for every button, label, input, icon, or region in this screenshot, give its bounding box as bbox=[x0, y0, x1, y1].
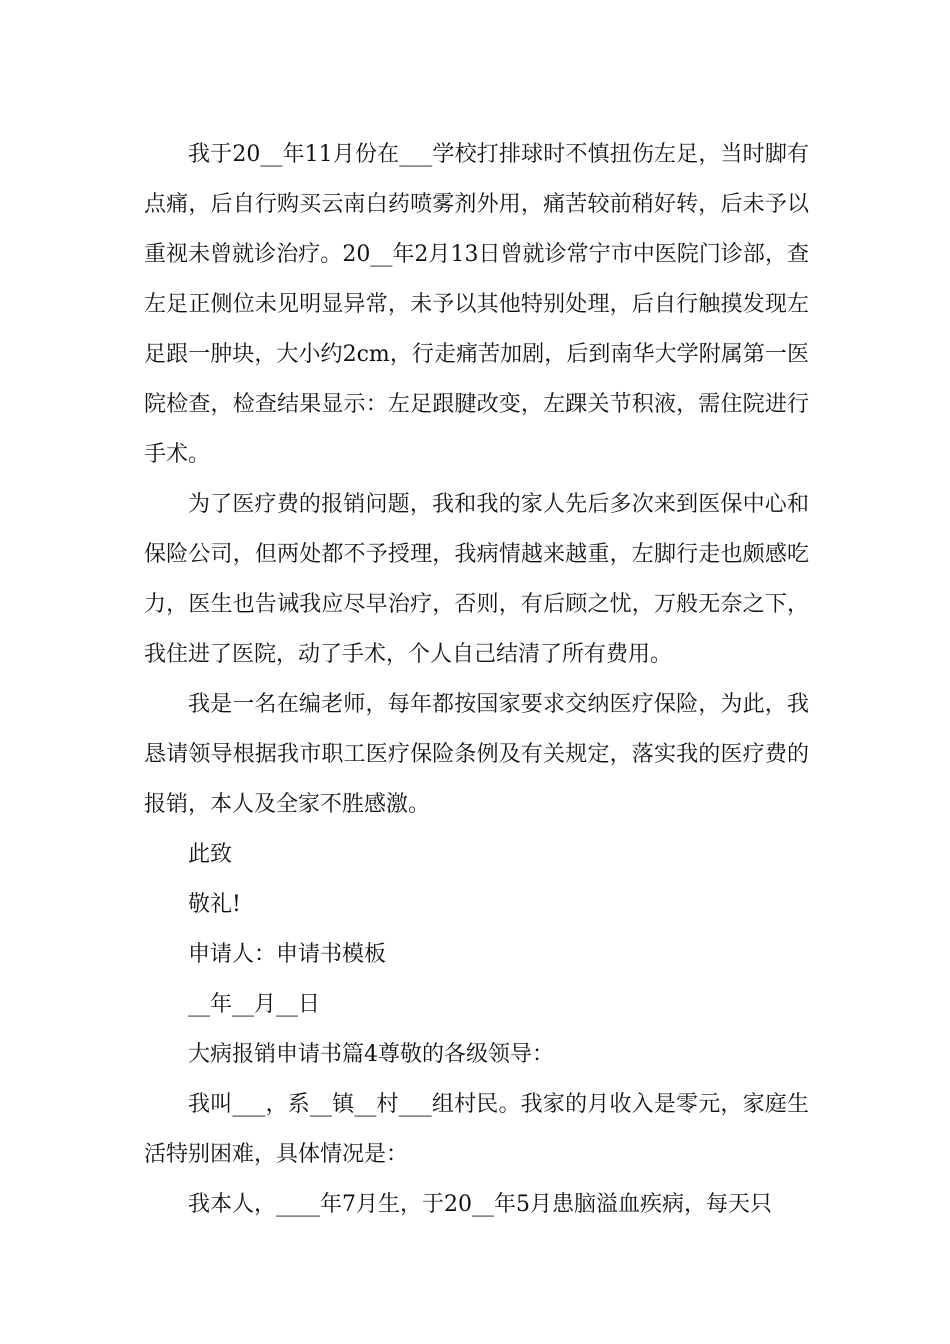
document-body bbox=[144, 130, 809, 1230]
closing-line: 此致 bbox=[188, 842, 233, 867]
paragraph-introduction: 我叫___，系__镇__村___组村民。我家的月收入是零元，家庭生活特别困难，具体情况是： bbox=[144, 1092, 809, 1167]
paragraph-illness: 我本人，____年7月生，于20__年5月患脑溢血疾病，每天只 bbox=[188, 1192, 772, 1217]
salute-line: 敬礼! bbox=[188, 892, 241, 917]
paragraph-injury: 我于20__年11月份在___学校打排球时不慎扭伤左足，当时脚有点痛，后自行购买云南白药喷雾剂外用，痛苦较前稍好转，后未予以重视未曾就诊治疗。20__年2月13日曾就诊常宁市中医院门诊部，查左足正侧位未见明显异常，未予以其他特别处理，后自行触摸发现左足跟一肿块，大小约2cm，行走痛苦加剧，后到南华大学附属第一医院检查，检查结果显示：左足跟腱改变，左踝关节积液，需住院进行手术。 bbox=[144, 142, 809, 467]
paragraph-reimbursement: 为了医疗费的报销问题，我和我的家人先后多次来到医保中心和保险公司，但两处都不予授理，我病情越来越重，左脚行走也颇感吃力，医生也告诫我应尽早治疗，否则，有后顾之忧，万般无奈之下，我住进了医院，动了手术，个人自己结清了所有费用。 bbox=[144, 492, 809, 667]
paragraph-request: 我是一名在编老师，每年都按国家要求交纳医疗保险，为此，我恳请领导根据我市职工医疗保险条例及有关规定，落实我的医疗费的报销，本人及全家不胜感激。 bbox=[144, 692, 809, 817]
date-line: __年__月__日 bbox=[188, 992, 321, 1017]
section-heading: 大病报销申请书篇4尊敬的各级领导： bbox=[188, 1042, 554, 1067]
applicant-line: 申请人：申请书模板 bbox=[188, 942, 387, 967]
